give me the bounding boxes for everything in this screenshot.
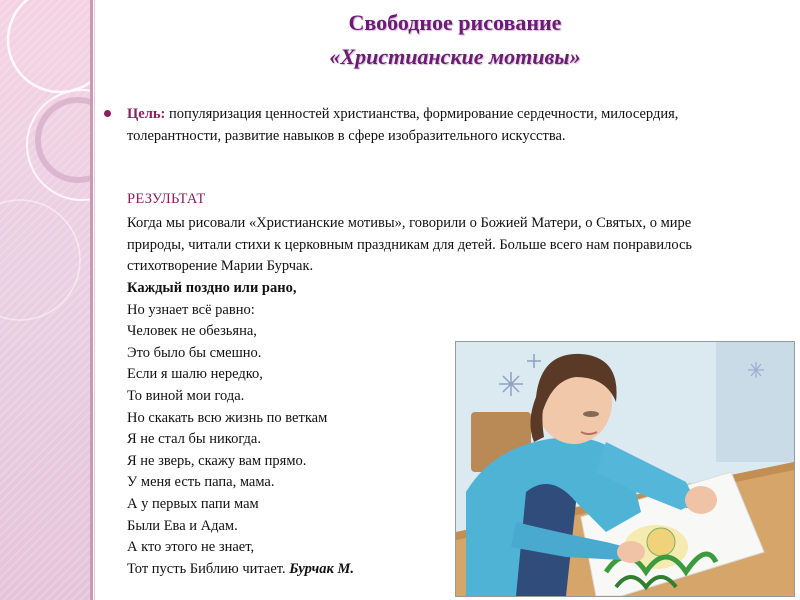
- result-paragraph: Когда мы рисовали «Христианские мотивы», говорили о Божией Матери, о Святых, о мире природы, читали стихи к церковным праздникам для детей. Больше всего нам понравилось стихотворение Марии Бурчак.: [127, 215, 693, 274]
- goal-text: популяризация ценностей христианства, формирование сердечности, милосердия, толерантности, развитие навыков в сфере изобразительного искусства.: [127, 106, 679, 144]
- photo-illustration: [456, 342, 794, 596]
- poem-line: Каждый поздно или рано,: [127, 280, 297, 296]
- poem-line: А у первых папи мам: [127, 495, 259, 512]
- goal-paragraph: [127, 104, 737, 147]
- poem-line-last: [127, 559, 457, 581]
- poem-line: А кто этого не знает,: [127, 539, 255, 556]
- goal-label: Цель:: [127, 106, 166, 122]
- poem-line: Если я шалю нередко,: [127, 366, 263, 383]
- poem-line: Но скакать всю жизнь по веткам: [127, 409, 328, 426]
- poem-line: У меня есть папа, мама.: [127, 474, 275, 491]
- poem-line: Я не зверь, скажу вам прямо.: [127, 452, 307, 469]
- poem-line: Это было бы смешно.: [127, 344, 262, 361]
- poem-line: Тот пусть Библию читает.: [127, 560, 290, 577]
- slide-subtitle: «Христианские мотивы»: [329, 44, 581, 69]
- result-heading: РЕЗУЛЬТАТ: [127, 191, 206, 207]
- poem-line: Но узнает всё равно:: [127, 301, 255, 318]
- side-divider-line-thin: [94, 0, 95, 600]
- poem-line: Я не стал бы никогда.: [127, 431, 261, 448]
- bullet-icon: [104, 110, 111, 117]
- photo-child-drawing: [455, 341, 795, 597]
- decorative-side-strip: [0, 0, 90, 600]
- slide-title: Свободное рисование: [348, 10, 562, 35]
- poem-line: Были Ева и Адам.: [127, 517, 238, 534]
- decorative-circles: [0, 0, 90, 600]
- poem-line: Человек не обезьяна,: [127, 323, 257, 340]
- poem-line: То виной мои года.: [127, 387, 245, 404]
- side-divider-line: [90, 0, 93, 600]
- poem-author: Бурчак М.: [289, 560, 354, 577]
- poem: [127, 278, 457, 580]
